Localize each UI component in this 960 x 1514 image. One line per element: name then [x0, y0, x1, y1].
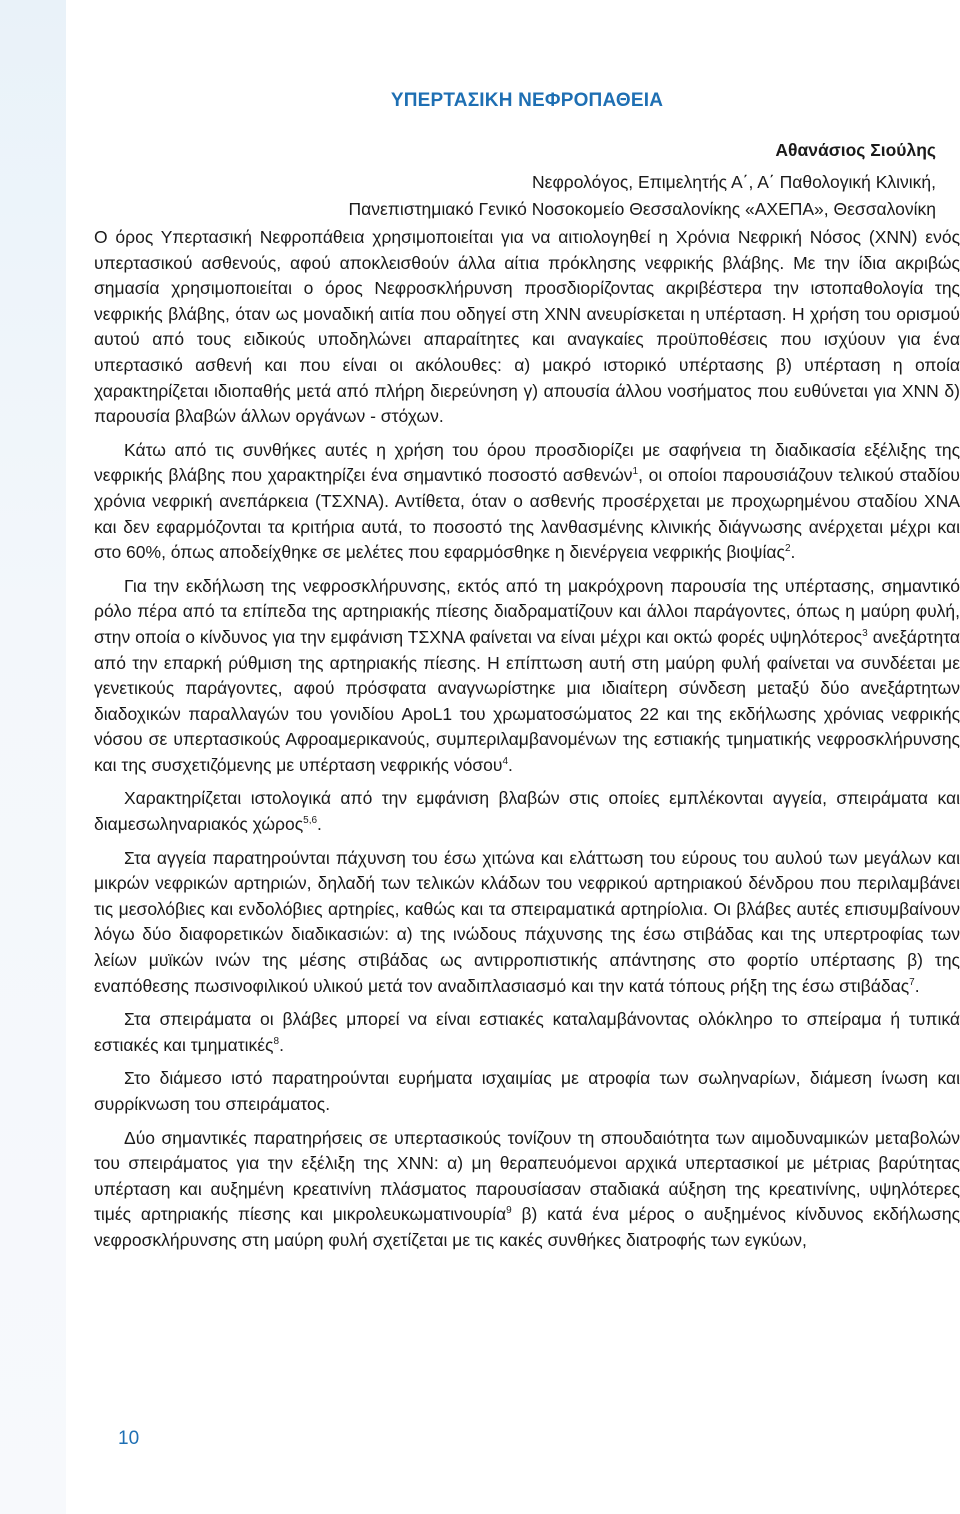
citation-7: 7 — [909, 976, 915, 988]
author-affiliation-line2: Πανεπιστημιακό Γενικό Νοσοκομείο Θεσσαλονίκης «ΑΧΕΠΑ», Θεσσαλονίκη — [348, 199, 936, 219]
paragraph-8: Δύο σημαντικές παρατηρήσεις σε υπερτασικούς τονίζουν τη σπουδαιότητα των αιμοδυναμικών μεταβολών του σπειράματος για την εξέλιξη της ΧΝΝ: α) μη θεραπευόμενοι αρχικά υπερτασικοί με μέτριας βαρύτητας υπέρταση και αυξημένη κρεατινίνη πλάσματος παρουσίασαν σταδιακά αύξηση της κρεατινίνης, υψηλότερες τιμές αρτηριακής πίεσης και μικρολευκωματινουρία$^9$ β) κατά ένα μέρος ο αυξημένος κίνδυνος εκδήλωσης νεφροσκλήρυνσης στη μαύρη φυλή σχετίζεται με τις κακές συνθήκες διατροφής των εγκύων, — [94, 1127, 960, 1250]
paragraph-6: Στα σπειράματα οι βλάβες μπορεί να είναι εστιακές καταλαμβάνοντας ολόκληρο το σπείραμα ή τυπικά εστιακές και τμηματικές$^8$. — [94, 1009, 960, 1055]
citation-2: 2 — [784, 543, 791, 555]
paragraph-4: Χαρακτηρίζεται ιστολογικά από την εμφάνιση βλαβών στις οποίες εμπλέκονται αγγεία, σπειράματα και διαμεσωληναριακός χώρος$^{5,6}$. — [94, 788, 960, 835]
page-number: 10 — [118, 1428, 140, 1449]
paragraph-7: Στο διάμεσο ιστό παρατηρούνται ευρήματα ισχαιμίας με ατροφία των σωληναρίων, διάμεση ίνωση και συρρίκνωση του σπειράματος. — [94, 1068, 960, 1114]
paragraph-2: Κάτω από τις συνθήκες αυτές η χρήση του όρου προσδιορίζει με σαφήνεια τη διαδικασία εξέλιξης της νεφρικής βλάβης που χαρακτηρίζει ένα σημαντικό ποσοστό ασθενών$^1$, οι οποίοι παρουσιάζουν τελικού σταδίου χρόνια νεφρική ανεπάρκεια (ΤΣΧΝΑ). Αντίθετα, όταν ο ασθενής προσέρχεται με προχωρημένου σταδίου ΧΝΑ και δεν εφαρμόζονται τα κριτήρια αυτά, το ποσοστό της λανθασμένης κλινικής διάγνωσης ανέρχεται μέχρι και στο 60%, όπως αποδείχθηκε σε μελέτες που εφαρμόσθηκε η διενέργεια νεφρικής βιοψίας$^2$. — [94, 439, 960, 563]
paragraph-5: Στα αγγεία παρατηρούνται πάχυνση του έσω χιτώνα και ελάττωση του εύρους του αυλού των μεγάλων και μικρών νεφρικών αρτηριών, δηλαδή των τελικών κλάδων του νεφρικού αρτηριακού δένδρου που περιλαμβάνει τις μεσολόβιες και ενδολόβιες αρτηρίες, καθώς και τα σπειραματικά αρτηρίολια. Οι βλάβες αυτές επισυμβαίνουν λόγω δύο διαφορετικών διαδικασιών: α) της ινώδους πάχυνσης της έσω στιβάδας και της υπερτροφίας των λείων μυϊκών ινών της μέσης στιβάδας ως αντιρροπιστικής απάντησης στο φορτίο υπέρτασης β) της εναπόθεσης πωσινοφιλικού υλικού μετά τον αναδιπλασιασμό και την κατά τόπους ρήξη της έσω στιβάδας$^7$. — [94, 847, 960, 996]
page-sidebar-band — [0, 0, 66, 1514]
citation-4: 4 — [502, 756, 508, 768]
citation-8: 8 — [273, 1035, 280, 1047]
citation-1: 1 — [632, 466, 639, 478]
author-affiliation-line1: Νεφρολόγος, Επιμελητής Α΄, Α΄ Παθολογική Κλινική, — [532, 172, 936, 192]
citation-5-6: 5,6 — [303, 815, 318, 827]
author-name: Αθανάσιος Σιούλης — [775, 140, 936, 160]
paragraph-1: Ο όρος Υπερτασική Νεφροπάθεια χρησιμοποιείται για να αιτιολογηθεί η Χρόνια Νεφρική Νόσος (ΧΝΝ) ενός υπερτασικού ασθενούς, αφού αποκλεισθούν άλλα αίτια πρόκλησης νεφρικής βλάβης. Με την ίδια ακριβώς σημασία χρησιμοποιείται ο όρος Νεφροσκλήρυνση προσδιορίζοντας ακριβέστερα την ιστοπαθολογία της νεφρικής βλάβης, όταν ως μοναδική αιτία που οδηγεί στη ΧΝΝ ανευρίσκεται η υπέρταση. Η χρήση του ορισμού αυτού από τους ειδικούς υποδηλώνει απαραίτητες και αναγκαίες προϋποθέσεις που ισχύουν για ένα υπερτασικό ασθενή και που είναι οι ακόλουθες: α) μακρό ιστορικό υπέρτασης β) υπέρταση η οποία χαρακτηρίζεται ιδιοπαθής μετά από πλήρη διερεύνηση γ) απουσία άλλου νοσήματος που ευθύνεται για ΧΝΝ δ) παρουσία βλαβών άλλων οργάνων - στόχων. — [94, 227, 960, 427]
article — [94, 90, 960, 1262]
citation-3: 3 — [862, 628, 868, 640]
citation-9: 9 — [506, 1205, 512, 1217]
article-title: ΥΠΕΡΤΑΣΙΚΗ ΝΕΦΡΟΠΑΘΕΙΑ — [390, 90, 664, 111]
paragraph-3: Για την εκδήλωση της νεφροσκλήρυνσης, εκτός από τη μακρόχρονη παρουσία της υπέρτασης, σημαντικό ρόλο πέρα από τα επίπεδα της αρτηριακής πίεσης διαδραματίζουν και άλλοι παράγοντες, όπως η μαύρη φυλή, στην οποία ο κίνδυνος για την εμφάνιση ΤΣΧΝΑ φαίνεται να είναι μέχρι και οκτώ φορές υψηλότερος$^3$ ανεξάρτητα από την επαρκή ρύθμιση της αρτηριακής πίεσης. Η επίπτωση αυτή στη μαύρη φυλή φαίνεται να συνδέεται με γενετικούς παράγοντες, αφού πρόσφατα αναγνωρίστηκε μια ιδιαίτερη σύνδεση μεταξύ δύο ανεξάρτητων διαδοχικών παραλλαγών του γονιδίου ApoL1 του χρωματοσώματος 22 και της εκδήλωσης χρόνιας νεφρικής νόσου σε υπερτασικούς Αφροαμερικανούς, συμπεριλαμβανομένων της εστιακής τμηματικής νεφροσκλήρυνσης και της συσχετιζόμενης με υπέρταση νεφρικής νόσου$^4$. — [94, 575, 960, 775]
